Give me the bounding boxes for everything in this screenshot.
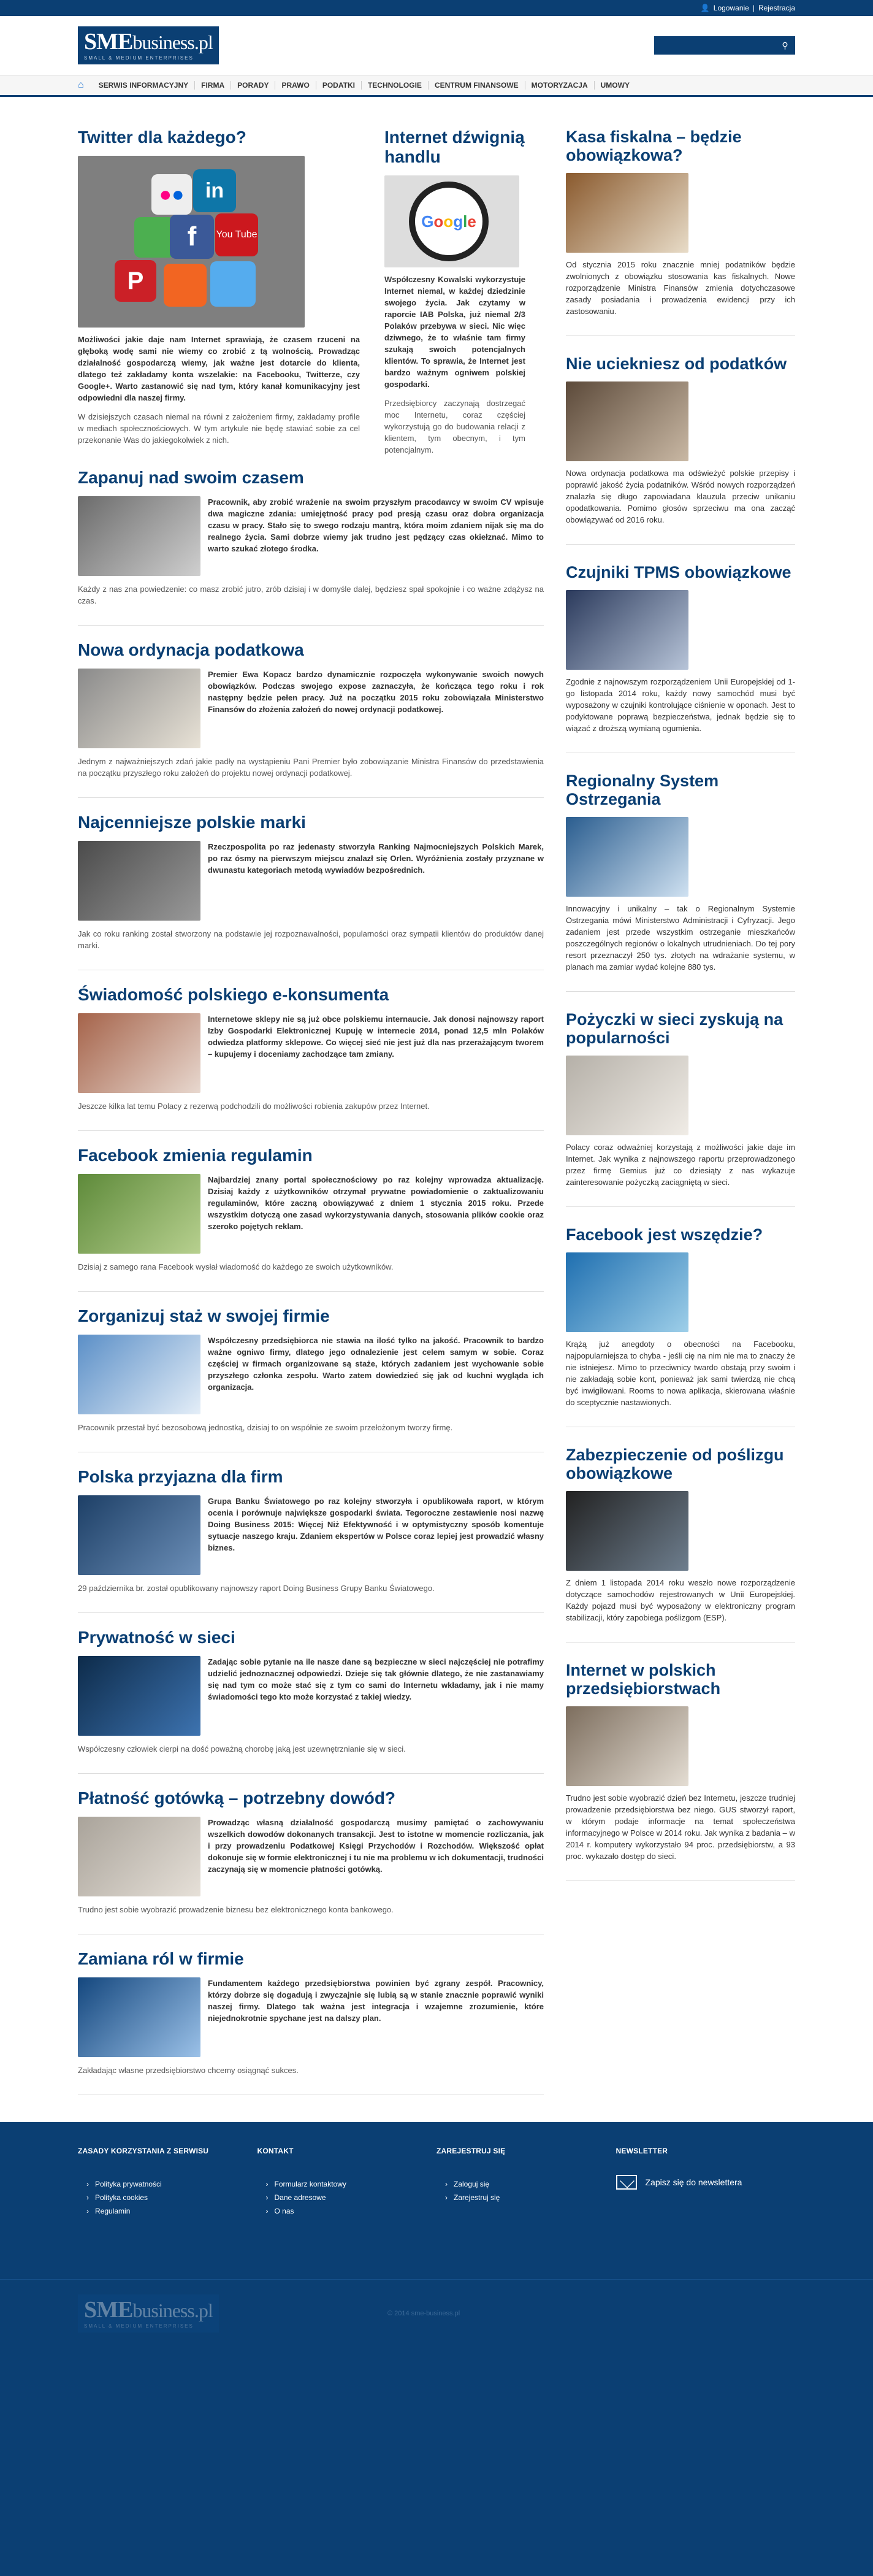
site-header [78,16,795,75]
main-nav [0,75,873,97]
article-more: Trudno jest sobie wyobrazić prowadzenie biznesu bez elektronicznego konta bankowego. [78,1905,394,1914]
article-more: Jednym z najważniejszych zdań jakie padły na wystąpieniu Pani Premier było zobowiązanie Ministra Finansów do przedstawienia na początku przyszłego roku założeń do projektu nowej ordynacji podatkowej. [78,757,544,778]
featured-row [78,128,544,456]
article-lead: Internetowe sklepy nie są już obce polskiemu internaucie. Jak donosi najnowszy raport Izby Gospodarki Elektronicznej Kupuję w internecie 2014, ponad 12,5 mln Polaków odwiedza platformy sklepowe. Co więcej sieć nie jest już dla nas przerażającym tworem – kupujemy i doceniamy zachodzące tam zmiany. [208,1014,544,1059]
footer-logo-second: business.pl [132,2299,213,2321]
article-3 [78,970,544,1131]
newsletter-signup[interactable] [616,2175,796,2190]
sidebar-title[interactable]: Internet w polskich przedsiębiorstwach [566,1661,721,1698]
footer-links [78,2177,257,2218]
youtube-icon: You Tube [215,213,258,256]
nav-item-3[interactable]: PRAWO [275,81,316,90]
sidebar-article-7 [566,1661,795,1881]
sidebar-article-3 [566,772,795,992]
article-lead: Współczesny przedsiębiorca nie stawia na ilość tylko na jakość. Pracownik to bardzo ważne ogniwo firmy, dlatego jego odnalezienie jest celem samym w sobie. Coraz częściej w firmach organizowane są staże, których zadaniem jest wychowanie sobie przyszłego członka zespołu. Warto zatem dowiedzieć się jak od kuchni wygląda ich organizacja. [208,1336,544,1392]
register-link[interactable]: Rejestracja [758,4,795,12]
article-body [78,1977,544,2057]
article-more: Współczesny człowiek cierpi na dość poważną chorobę jaką jest uzewnętrznianie się w sieci. [78,1744,406,1754]
article-more: Pracownik przestał być bezosobową jednostką, dzisiaj to on współnie ze swoim przełożonym tworzy firmę. [78,1423,453,1432]
nav-item-8[interactable]: UMOWY [600,81,630,90]
sidebar-title[interactable]: Kasa fiskalna – będzie obowiązkowa? [566,128,742,164]
featured-article-1 [78,128,360,456]
nav-item-0[interactable]: SERWIS INFORMACYJNY [93,81,195,90]
article-thumbnail[interactable] [78,1977,200,2057]
rss-icon [164,264,207,307]
sidebar-text: Zgodnie z najnowszym rozporządzeniem Unii Europejskiej od 1-go listopada 2014 roku, każdy nowy samochód musi być wyposażony w czujniki kontrolujące ciśnienie w oponach. Jest to podyktowane poprawą bezpieczeństwa, jednak będzie się to wiązać z droższą wymianą ogumienia. [566,677,795,733]
featured-more-1: W dzisiejszych czasach niemal na równi z założeniem firmy, zakładamy profile w mediach społecznościowych. W tym artykule nie będę stawiać sobie za cel przekonanie Was do jakiegokolwiek z nich. [78,412,360,445]
article-title[interactable]: Polska przyjazna dla firm [78,1467,283,1486]
footer-col-0 [78,2147,257,2218]
left-column [78,128,544,2095]
featured-image-2[interactable] [384,175,519,267]
article-more: Dzisiaj z samego rana Facebook wysłał wiadomość do każdego ze swoich użytkowników. [78,1262,394,1271]
article-title[interactable]: Płatność gotówką – potrzebny dowód? [78,1788,396,1807]
sidebar-title[interactable]: Zabezpieczenie od poślizgu obowiązkowe [566,1446,784,1482]
article-lead: Prowadząc własną działalność gospodarczą musimy pamiętać o zachowywaniu wszelkich dowodów dokonanych transakcji. Jest to istotne w momencie rozliczania, jak i przy prowadzeniu Podatkowej Księgi Przychodów i Rozchodów. Większość opłat dokonuje się w formie elektronicznej i tu nie ma problemu w ich dokumentacji, trudności zaczynają się w momencie płatności gotówką. [208,1818,544,1874]
nav-item-6[interactable]: CENTRUM FINANSOWE [429,81,525,90]
sidebar-title[interactable]: Nie uciekniesz od podatków [566,355,787,373]
article-4 [78,1131,544,1292]
logo-second: business.pl [132,31,213,53]
featured-title-2[interactable]: Internet dźwignią handlu [384,128,525,166]
article-thumbnail[interactable] [78,841,200,921]
main-content [78,128,795,2095]
article-7 [78,1613,544,1774]
article-5 [78,1292,544,1452]
article-1 [78,626,544,798]
footer-link[interactable]: › Zarejestruj się [436,2191,616,2204]
article-lead: Rzeczpospolita po raz jedenasty stworzyła Ranking Najmocniejszych Polskich Marek, po raz ósmy na pierwszym miejscu znalazł się Orlen. Wyróżnienia zostały przyznane w dwunastu kategoriach metodą wywiadów bezpośrednich. [208,842,544,875]
search-icon: ⚲ [782,40,788,50]
article-more: Każdy z nas zna powiedzenie: co masz zrobić jutro, zrób dzisiaj i w domyśle dalej, będziesz spał spokojnie i co ważne zdążysz na czas. [78,585,544,605]
article-body [78,1817,544,1896]
article-body [78,1013,544,1093]
article-6 [78,1452,544,1613]
footer-link[interactable]: › Polityka cookies [78,2191,257,2204]
sidebar-thumbnail[interactable] [566,1056,688,1135]
article-title[interactable]: Prywatność w sieci [78,1628,235,1647]
magnifier-icon: G o o g l e [409,182,489,261]
article-thumbnail[interactable] [78,1656,200,1736]
nav-item-1[interactable]: FIRMA [195,81,231,90]
footer-logo-main: SME [84,2297,133,2323]
sidebar-thumbnail[interactable] [566,1491,688,1571]
footer-col-1 [257,2147,437,2218]
footer-bottom [0,2279,873,2347]
footer-col-title: ZASADY KORZYSTANIA Z SERWISU [78,2147,209,2155]
article-lead: Zadając sobie pytanie na ile nasze dane są bezpieczne w sieci najczęściej nie potrafimy udzielić jednoznacznej odpowiedzi. Dzieje się tak głównie dlatego, że nie zastanawiamy się nad tym co może stać się z tym co sami do Internetu wkładamy, jak i nie mamy świadomości tego kto może korzystać z takiej wiedzy. [208,1657,544,1701]
sidebar-title[interactable]: Facebook jest wszędzie? [566,1225,763,1244]
footer-link[interactable]: › Dane adresowe [257,2191,437,2204]
article-thumbnail[interactable] [78,1335,200,1414]
footer-logo-sub: SMALL & MEDIUM ENTERPRISES [84,2323,194,2329]
sidebar-thumbnail[interactable] [566,817,688,897]
footer-link[interactable]: › Zaloguj się [436,2177,616,2191]
sidebar-text: Polacy coraz odważniej korzystają z możliwości jakie daje im Internet. Jak wynika z najnowszego raportu przeprowadzonego przez firmę Gemius już co dziesiąty z nas wykazuje zainteresowanie pożyczką zaciągniętą w sieci. [566,1143,795,1187]
nav-item-4[interactable]: PODATKI [316,81,362,90]
sidebar-article-0 [566,128,795,336]
article-body [78,841,544,921]
footer-link[interactable]: › O nas [257,2204,437,2218]
article-lead: Premier Ewa Kopacz bardzo dynamicznie rozpoczęła wykonywanie swoich nowych obowiązków. Podczas swojego expose zaznaczyła, że kończąca tego roku i rok następny będzie pełen pracy. Już na początku 2015 roku zobowiązała Ministerstwo Finansów do złożenia założeń do nowej ordynacji podatkowej. [208,670,544,714]
footer-col-title: NEWSLETTER [616,2147,668,2155]
article-8 [78,1774,544,1934]
home-icon[interactable]: ⌂ [78,80,84,90]
footer-col-3 [616,2147,796,2218]
article-title[interactable]: Nowa ordynacja podatkowa [78,640,304,659]
footer-col-2 [436,2147,616,2218]
footer-links [436,2177,616,2204]
article-title[interactable]: Zapanuj nad swoim czasem [78,468,304,487]
search-button[interactable] [775,36,795,55]
twitter-icon [210,261,256,307]
article-thumbnail[interactable] [78,1817,200,1896]
site-logo[interactable] [78,26,219,64]
sidebar-text: Krążą już anegdoty o obecności na Facebooku, najpopularniejsza to chyba - jeśli cię na nim nie ma to znaczy że nie istniejesz. Mimo to przeciwnicy twardo obstają przy swoim i nie zakładają sobie kont, ponieważ jak sami twierdzą nie chcą być inwigilowani. Rooms to nowa aplikacja, skierowana właśnie do sceptycznie nastawionych. [566,1340,795,1407]
logo-sub: SMALL & MEDIUM ENTERPRISES [84,55,194,61]
article-body [78,1495,544,1575]
footer-links [257,2177,437,2218]
sidebar-thumbnail[interactable] [566,381,688,461]
footer-col-title: ZAREJESTRUJ SIĘ [436,2147,506,2155]
article-body [78,1174,544,1254]
flickr-icon: ● ● [151,174,192,215]
featured-lead-2: Współczesny Kowalski wykorzystuje Internet niemal, w każdej dziedzinie swojego życia. Jak czytamy w raporcie IAB Polska, już niemal 2/3 Polaków przebywa w sieci. Nic więc dziwnego, że to właśnie tam firmy szukają swoich potencjalnych klientów. To sprawia, że Internet jest bardzo ważnym ogniwem polskiej gospodarki. [384,275,525,389]
featured-lead-1: Możliwości jakie daje nam Internet sprawiają, że czasem rzuceni na głęboką wodę sami nie wiemy co zrobić z tą wolnością. Prowadząc działalność gospodarczą wiemy, jak ważne jest dotarcie do klienta, dlatego też zakładamy konta wszelakie: na Facebooku, Twitterze, czy Google+. Warto zastanowić się nad tym, który kanał komunikacyjny jest odpowiedni dla naszej firmy. [78,335,360,402]
article-title[interactable]: Najcenniejsze polskie marki [78,813,306,832]
footer-link[interactable]: › Formularz kontaktowy [257,2177,437,2191]
article-title[interactable]: Zamiana ról w firmie [78,1949,244,1968]
article-more: Jak co roku ranking został stworzony na podstawie jej rozpoznawalności, popularności oraz sympatii klientów do produktów danej marki. [78,929,544,950]
article-list [78,468,544,2095]
facebook-icon: f [170,215,214,259]
sidebar-text: Trudno jest sobie wyobrazić dzień bez Internetu, jeszcze trudniej prowadzenie przedsiębiorstwa bez niego. GUS stworzył raport, w którym podaje informacje na temat społeczeństwa informacyjnego w Polsce w 2014 roku. Jak wynika z badania – w 2014 r. komputery wykorzystało 94 proc. przedsiębiorstw, a 93 proc. wykazało dostęp do sieci. [566,1793,795,1861]
article-title[interactable]: Zorganizuj staż w swojej firmie [78,1306,330,1325]
sidebar-title[interactable]: Czujniki TPMS obowiązkowe [566,563,791,581]
topbar-separator: | [752,4,755,12]
copyright: © 2014 sme-business.pl [387,2310,460,2317]
site-footer [0,2122,873,2576]
article-title[interactable]: Świadomość polskiego e-konsumenta [78,985,389,1004]
nav-item-5[interactable]: TECHNOLOGIE [362,81,429,90]
sidebar-text: Z dniem 1 listopada 2014 roku weszło nowe rozporządzenie dotyczące samochodów rejestrowanych w Unii Europejskiej. Każdy pojazd musi być wyposażony w elektroniczny program stabilizacji, który zapobiega poślizgom (ESP). [566,1578,795,1622]
article-9 [78,1934,544,2095]
article-more: Jeszcze kilka lat temu Polacy z rezerwą podchodzili do możliwości robienia zakupów przez Internet. [78,1102,430,1111]
article-2 [78,798,544,970]
share-icon [134,217,175,258]
pinterest-icon: P [115,260,156,302]
sidebar-thumbnail[interactable] [566,590,688,670]
top-bar [0,0,873,16]
envelope-icon [616,2175,637,2190]
user-icon: 👤 [700,4,710,12]
sidebar-thumbnail[interactable] [566,173,688,253]
sidebar-text: Od stycznia 2015 roku znacznie mniej podatników będzie zwolnionych z obowiązku stosowania kas fiskalnych. Nowe rozporządzenie Ministra Finansów zmienia dotychczasowe zasady posiadania i prowadzenia ewidencji przy ich zastosowaniu. [566,260,795,316]
sidebar-article-1 [566,355,795,545]
sidebar-article-2 [566,563,795,753]
article-thumbnail[interactable] [78,1013,200,1093]
sidebar-title[interactable]: Pożyczki w sieci zyskują na popularności [566,1010,783,1047]
footer-logo[interactable] [78,2294,219,2333]
article-lead: Grupa Banku Światowego po raz kolejny stworzyła i opublikowała raport, w którym ocenia i porównuje największe gospodarki świata. Tegoroczne zestawienie nosi nazwę Doing Business 2015: Więcej Niż Efektywność i w optymistyczny sposób komentuje sytuacje naszego kraju. Zdaniem ekspertów w Polsce coraz lepiej jest prowadzić własny biznes. [208,1497,544,1552]
article-lead: Pracownik, aby zrobić wrażenie na swoim przyszłym pracodawcy w swoim CV wpisuje dwa magiczne zdania: umiejętność pracy pod presją czasu oraz dobra organizacja czasu w pracy. Stało się to swego rodzaju mantrą, która moim zdaniem nijak się ma do realnego życia. Sami dobrze wiemy jak trudno jest pędzący czas okiełznać. Mimo to warto szukać złotego środka. [208,497,544,553]
sidebar-article-6 [566,1446,795,1643]
article-lead: Fundamentem każdego przedsiębiorstwa powinien być zgrany zespół. Pracownicy, którzy dobrze się dogadują i zwyczajnie się lubią są w stanie znacznie poprawić wyniki naszej firmy. Dlatego tak ważna jest integracja i wzajemne zrozumienie, które niejednokrotnie spychane jest na dalszy plan. [208,1979,544,2023]
article-body [78,1335,544,1414]
footer-link[interactable]: › Regulamin [78,2204,257,2218]
sidebar-article-4 [566,1010,795,1207]
article-0 [78,468,544,626]
sidebar-thumbnail[interactable] [566,1252,688,1332]
nav-item-7[interactable]: MOTORYZACJA [525,81,595,90]
article-thumbnail[interactable] [78,496,200,576]
article-body [78,669,544,748]
article-thumbnail[interactable] [78,1174,200,1254]
featured-more-2: Przedsiębiorcy zaczynają dostrzegać moc Internetu, coraz częściej wykorzystują go do budowania relacji z klientem, tym obecnym, i tym potencjalnym. [384,399,525,454]
article-more: 29 października br. został opublikowany najnowszy raport Doing Business Grupy Banku Światowego. [78,1584,435,1593]
linkedin-icon: in [193,169,236,212]
sidebar-thumbnail[interactable] [566,1706,688,1786]
sidebar-text: Nowa ordynacja podatkowa ma odświeżyć polskie przepisy i poprawić jakość życia podatników. Wśród nowych rozporządzeń znalazła się długo zapowiadana klauzula przeciw unikaniu opodatkowania. Pomimo głosów sprzeciwu ma ona zacząć obowiązywać od 2016 roku. [566,469,795,524]
article-title[interactable]: Facebook zmienia regulamin [78,1146,313,1165]
featured-article-2 [384,128,525,456]
featured-image-1[interactable] [78,156,305,328]
search-bar [654,36,795,55]
article-body [78,1656,544,1736]
sidebar-title[interactable]: Regionalny System Ostrzegania [566,772,719,808]
newsletter-label: Zapisz się do newslettera [645,2177,742,2187]
article-lead: Najbardziej znany portal społecznościowy po raz kolejny wprowadza aktualizację. Dzisiaj każdy z użytkowników otrzymał prywatne powiadomienie o zaktualizowaniu regulaminów, które zaczną obowiązywać z dniem 1 stycznia 2015 roku. Przede wszystkim dotyczą one zasad wykorzystywania danych, stosowania plików cookie oraz szeroko pojętych reklam. [208,1175,544,1231]
article-body [78,496,544,576]
footer-link[interactable]: › Polityka prywatności [78,2177,257,2191]
sidebar-article-5 [566,1225,795,1427]
login-link[interactable]: Logowanie [713,4,749,12]
sidebar [566,128,795,2095]
footer-col-title: KONTAKT [257,2147,294,2155]
search-input[interactable] [654,36,775,55]
logo-main: SME [84,29,133,55]
article-thumbnail[interactable] [78,669,200,748]
article-thumbnail[interactable] [78,1495,200,1575]
nav-item-2[interactable]: PORADY [231,81,275,90]
article-more: Zakładając własne przedsiębiorstwo chcemy osiągnąć sukces. [78,2066,299,2075]
sidebar-text: Innowacyjny i unikalny – tak o Regionalnym Systemie Ostrzegania mówi Ministerstwo Administracji i Cyfryzacji. Jego zadaniem jest przede wszystkim ostrzeganie mieszkańców poszczególnych regionów o lokalnych utrudnieniach. Do tej pory resort przeznaczył 250 tys. złotych na wdrażanie systemu, w planach ma zamiar wydać kolejne 880 tys. [566,904,795,972]
featured-title-1[interactable]: Twitter dla każdego? [78,128,246,147]
